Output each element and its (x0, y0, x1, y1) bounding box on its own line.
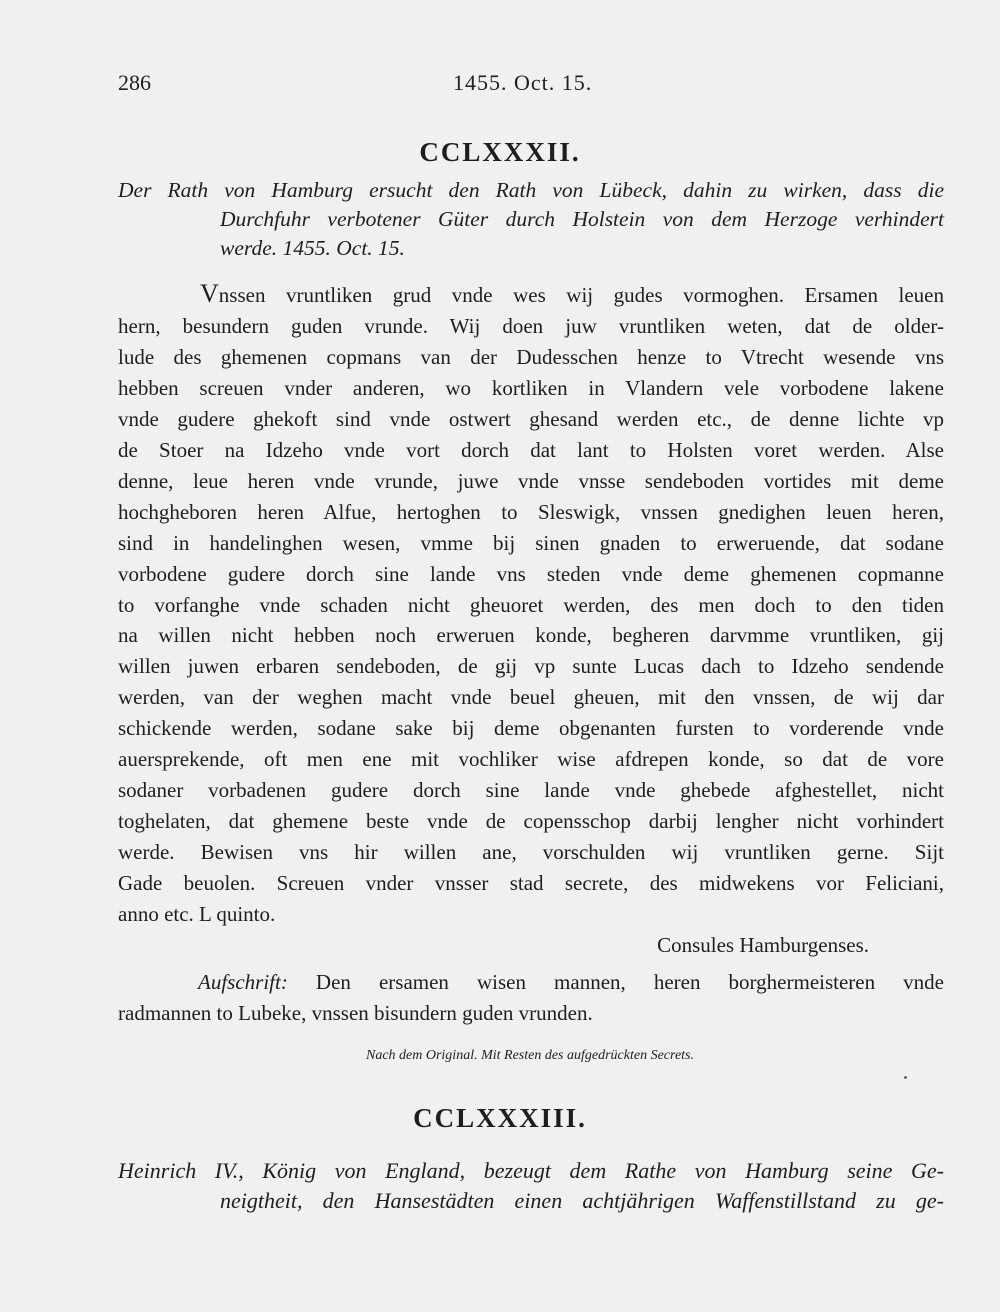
text-line: Gade beuolen. Screuen vnder vnsser stad secrete, des midwekens vor Feliciani, (118, 871, 944, 896)
regest-line: neigtheit, den Hansestädten einen achtjährigen Waffenstillstand zu ge- (220, 1188, 944, 1213)
regest-line: Der Rath von Hamburg ersucht den Rath von Lübeck, dahin zu wirken, dass die (118, 178, 944, 202)
text-line: lude des ghemenen copmans van der Dudesschen henze to Vtrecht wesende vns (118, 344, 944, 369)
document-number-1: CCLXXXII. (419, 137, 581, 167)
text-line: vorbodene gudere dorch sine lande vns steden vnde deme ghemenen copmanne (118, 561, 944, 586)
page-number: 286 (118, 70, 151, 95)
text-line: anno etc. L quinto. (118, 902, 276, 927)
letter-text (118, 279, 944, 1029)
aufschrift-line (118, 967, 944, 998)
aufschrift-line: radmannen to Lubeke, vnssen bisundern guden vrunden. (118, 1000, 593, 1025)
source-note: Nach dem Original. Mit Resten des aufgedrückten Secrets. (365, 1048, 694, 1063)
initial-letter: V (200, 279, 219, 308)
text-line: vnde gudere ghekoft sind vnde ostwert ghesand werden etc., de denne lichte vp (118, 406, 944, 431)
text-line: hebben screuen vnder anderen, wo kortliken in Vlandern vele vorbodene lakene (118, 375, 944, 400)
text-line: denne, leue heren vnde vrunde, juwe vnde vnsse sendeboden vortides mit deme (118, 468, 944, 493)
regest-2 (118, 1156, 944, 1216)
aufschrift-label: Aufschrift: (198, 969, 288, 994)
text-line: willen juwen erbaren sendeboden, de gij vp sunte Lucas dach to Idzeho sendende (118, 654, 944, 679)
text-line: to vorfanghe vnde schaden nicht gheuoret werden, des men doch to den tiden (118, 592, 944, 617)
regest-line: Durchfuhr verbotener Güter durch Holstein von dem Herzoge verhindert (220, 207, 944, 231)
aufschrift-address: Den ersamen wisen mannen, heren borghermeisteren vnde (315, 969, 945, 994)
text-line-content: nssen vruntliken grud vnde wes wij gudes vormoghen. Ersamen leuen (218, 283, 944, 307)
regest-1 (118, 176, 944, 263)
text-line: hern, besundern guden vrunde. Wij doen juw vruntliken weten, dat de older- (118, 313, 944, 338)
text-line: hochgheboren heren Alfue, hertoghen to Sleswigk, vnssen gnedighen leuen heren, (118, 499, 944, 524)
text-line: werde. Bewisen vns hir willen ane, vorschulden wij vruntliken gerne. Sijt (118, 840, 944, 865)
stray-mark (904, 1076, 907, 1079)
regest-line: Heinrich IV., König von England, bezeugt dem Rathe von Hamburg seine Ge- (118, 1158, 944, 1183)
running-head: 1455. Oct. 15. (453, 70, 593, 95)
page-header (118, 70, 940, 100)
text-line: de Stoer na Idzeho vnde vort dorch dat lant to Holsten voret werden. Alse (118, 437, 944, 462)
text-line: sodaner vorbadenen gudere dorch sine lande vnde ghebede afghestellet, nicht (118, 778, 944, 803)
document-number-2: CCLXXXIII. (413, 1103, 587, 1133)
text-line: sind in handelinghen wesen, vmme bij sinen gnaden to erweruende, dat sodane (118, 530, 944, 555)
regest-line: werde. 1455. Oct. 15. (220, 236, 405, 260)
text-line: werden, van der weghen macht vnde beuel gheuen, mit den vnssen, de wij dar (118, 685, 944, 710)
text-line (118, 279, 944, 311)
text-line: toghelaten, dat ghemene beste vnde de copensschop darbij lengher nicht vorhindert (118, 809, 944, 834)
text-line: auersprekende, oft men ene mit vochliker wise afdrepen konde, so dat de vore (118, 747, 944, 772)
text-line: na willen nicht hebben noch erweruen konde, begheren darvmme vruntliken, gij (118, 623, 944, 648)
signature: Consules Hamburgenses. (657, 933, 869, 958)
text-line: schickende werden, sodane sake bij deme obgenanten fursten to vorderende vnde (118, 716, 944, 741)
